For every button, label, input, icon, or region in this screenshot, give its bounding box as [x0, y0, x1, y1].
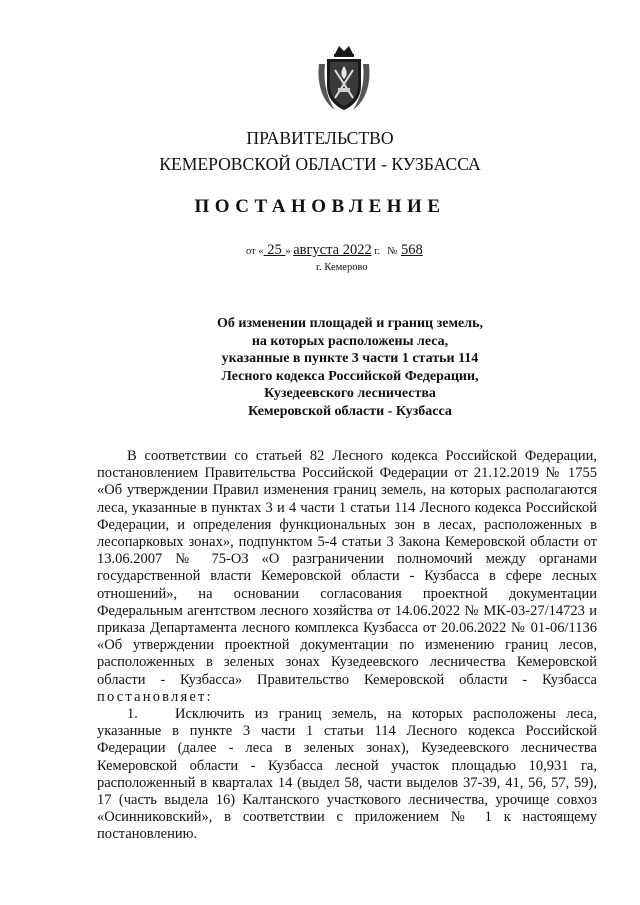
title-line: на которых расположены леса, — [251, 333, 449, 349]
decree-word: постановляет: — [97, 688, 213, 705]
item-1-paragraph — [97, 706, 597, 844]
title-line: Кемеровской области - Кузбасса — [248, 403, 452, 419]
title-line: Лесного кодекса Российской Федерации, — [221, 368, 479, 384]
city: г. Кемерово — [316, 262, 368, 273]
item-1-number: 1. — [127, 706, 138, 723]
coat-of-arms-icon — [315, 42, 373, 114]
date-day: 25 — [263, 242, 286, 258]
date-month-year: августа 2022 — [293, 242, 372, 258]
date-line — [246, 242, 423, 259]
document-body — [97, 448, 597, 844]
preamble-paragraph — [97, 448, 597, 706]
date-mid: » — [285, 246, 294, 257]
preamble-text: В соответствии со статьей 82 Лесного кодекса Российской Федерации, постановлением Правительства Российской Федерации от 21.12.2019 № 1755 «Об утверждении Правил изменения границ земель, на которых располагаются леса, указанные в пунктах 3 и 4 части 1 статьи 114 Лесного кодекса Российской Федерации, и определения функциональных зон в лесах, расположенных в лесопарковых зонах», подпунктом 5-4 статьи 3 Закона Кемеровской области от 13.06.2007 № 75-ОЗ «О разграничении полномочий между органами государственной власти Кемеровской области - Кузбасса в сфере лесных отношений», на основании согласования проектной документации Федеральным агентством лесного хозяйства от 14.06.2022 № МК-03-27/14723 и приказа Департамента лесного комплекса Кузбасса от 20.06.2022 № 01-06/1136 «Об утверждении проектной документации по изменению границ лесов, расположенных в зеленых зонах Кузедеевского лесничества Кемеровской области - Кузбасса» Правительство Кемеровской области - Кузбасса — [97, 448, 597, 688]
government-name-line2: КЕМЕРОВСКОЙ ОБЛАСТИ - КУЗБАССА — [159, 154, 481, 174]
document-number: 568 — [400, 242, 423, 258]
government-name-line1: ПРАВИТЕЛЬСТВО — [246, 128, 394, 148]
title-line: Об изменении площадей и границ земель, — [217, 316, 483, 331]
title-line: Кузедеевского лесничества — [264, 386, 436, 401]
number-label: № — [387, 246, 398, 257]
document-type: ПОСТАНОВЛЕНИЕ — [194, 196, 446, 217]
date-year-suffix: г. — [371, 246, 381, 257]
date-prefix: от « — [246, 246, 264, 257]
item-1-text: Исключить из границ земель, на которых расположены леса, указанные в пункте 3 части 1 статьи 114 Лесного кодекса Российской Федерации (далее - леса в зеленых зонах), Кузедеевского лесничества Кемеровской области - Кузбасса лесной участок площадью 10,931 га, расположенный в кварталах 14 (выдел 58, части выделов 37-39, 41, 56, 57, 59), 17 (часть выдела 16) Калтанского участкового лесничества, урочище совхоз «Осинниковский», в соответствии с приложением № 1 к настоящему постановлению. — [97, 706, 597, 843]
document-title — [140, 315, 560, 420]
title-line: указанные в пункте 3 части 1 статьи 114 — [221, 351, 479, 366]
